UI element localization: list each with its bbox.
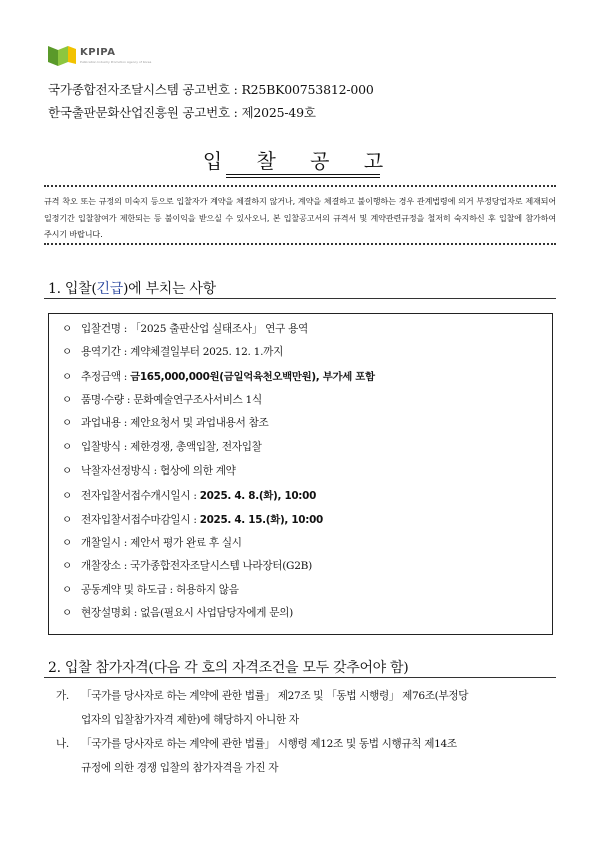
title-underline <box>226 174 380 175</box>
kpipa-notice-number: 한국출판문화산업진흥원 공고번호 : 제2025-49호 <box>48 105 316 120</box>
dotted-divider <box>44 185 556 187</box>
section-1-title: 1. 입찰(긴급)에 부치는 사항 <box>48 281 216 297</box>
list-item-bid-name: ㅇ 입찰건명 : 「2025 출판산업 실태조사」 연구 용역 <box>62 323 308 335</box>
list-item-opening-place: ㅇ 개찰장소 : 국가종합전자조달시스템 나라장터(G2B) <box>62 560 312 572</box>
list-item-bid-method: ㅇ 입찰방식 : 제한경쟁, 총액입찰, 전자입찰 <box>62 441 262 453</box>
list-item-estimated-amount: ㅇ 추정금액 : 금165,000,000원(금일억육천오백만원), 부가세 포함 <box>62 371 375 383</box>
list-item-product-quantity: ㅇ 품명·수량 : 문화예술연구조사서비스 1식 <box>62 394 262 406</box>
intro-notice: 규격 착오 또는 규정의 미숙지 등으로 입찰자가 계약을 체결하지 않거나, 계약을 체결하고 불이행하는 경우 관계법령에 의거 부정당업자로 제재되어 일정기간 입찰참여가 제한되는 등 불이익을 받으실 수 있사오니, 본 입찰공고서의 규격서 및 계약관련규정을 철저히 숙지하신 후 입찰에 참가하여 주시기 바랍니다. <box>44 196 556 240</box>
list-item-submission-start: ㅇ 전자입찰서접수개시일시 : 2025. 4. 8.(화), 10:00 <box>62 490 317 502</box>
list-item-service-period: ㅇ 용역기간 : 계약체결일부터 2025. 12. 1.까지 <box>62 346 284 358</box>
kpipa-logo-mark-icon <box>48 44 76 66</box>
urgent-highlight: 긴급 <box>96 281 123 297</box>
logo-subtext: Publication Industry Promotion Agency of Korea <box>80 60 152 64</box>
qualification-item-ga-continued: 업자의 입찰참가자격 제한)에 해당하지 아니한 자 <box>81 714 299 726</box>
list-item-submission-deadline: ㅇ 전자입찰서접수마감일시 : 2025. 4. 15.(화), 10:00 <box>62 514 323 526</box>
list-item-joint-contract: ㅇ 공동계약 및 하도급 : 허용하지 않음 <box>62 584 239 596</box>
list-item-opening-date: ㅇ 개찰일시 : 제안서 평가 완료 후 실시 <box>62 537 242 549</box>
qualification-item-na-continued: 규정에 의한 경쟁 입찰의 참가자격을 가진 자 <box>81 762 279 774</box>
section-2-underline <box>44 677 556 678</box>
list-item-site-briefing: ㅇ 현장설명회 : 없음(필요시 사업담당자에게 문의) <box>62 607 293 619</box>
title-underline <box>226 177 380 178</box>
section-2-title: 2. 입찰 참가자격(다음 각 호의 자격조건을 모두 갖추어야 함) <box>48 660 409 676</box>
logo-text: KPIPA <box>80 47 116 58</box>
section-1-underline <box>44 298 556 299</box>
dotted-divider <box>44 243 556 245</box>
list-item-task-content: ㅇ 과업내용 : 제안요청서 및 과업내용서 참조 <box>62 417 269 429</box>
qualification-item-ga: 가. 「국가를 당사자로 하는 계약에 관한 법률」 제27조 및 「동법 시행령」 제76조(부정당 <box>56 690 469 702</box>
page-title: 입 찰 공 고 <box>202 149 398 173</box>
list-item-selection-method: ㅇ 낙찰자선정방식 : 협상에 의한 계약 <box>62 465 236 477</box>
qualification-item-na: 나. 「국가를 당사자로 하는 계약에 관한 법률」 시행령 제12조 및 동법 시행규칙 제14조 <box>56 738 457 750</box>
g2b-notice-number: 국가종합전자조달시스템 공고번호 : R25BK00753812-000 <box>48 82 374 97</box>
